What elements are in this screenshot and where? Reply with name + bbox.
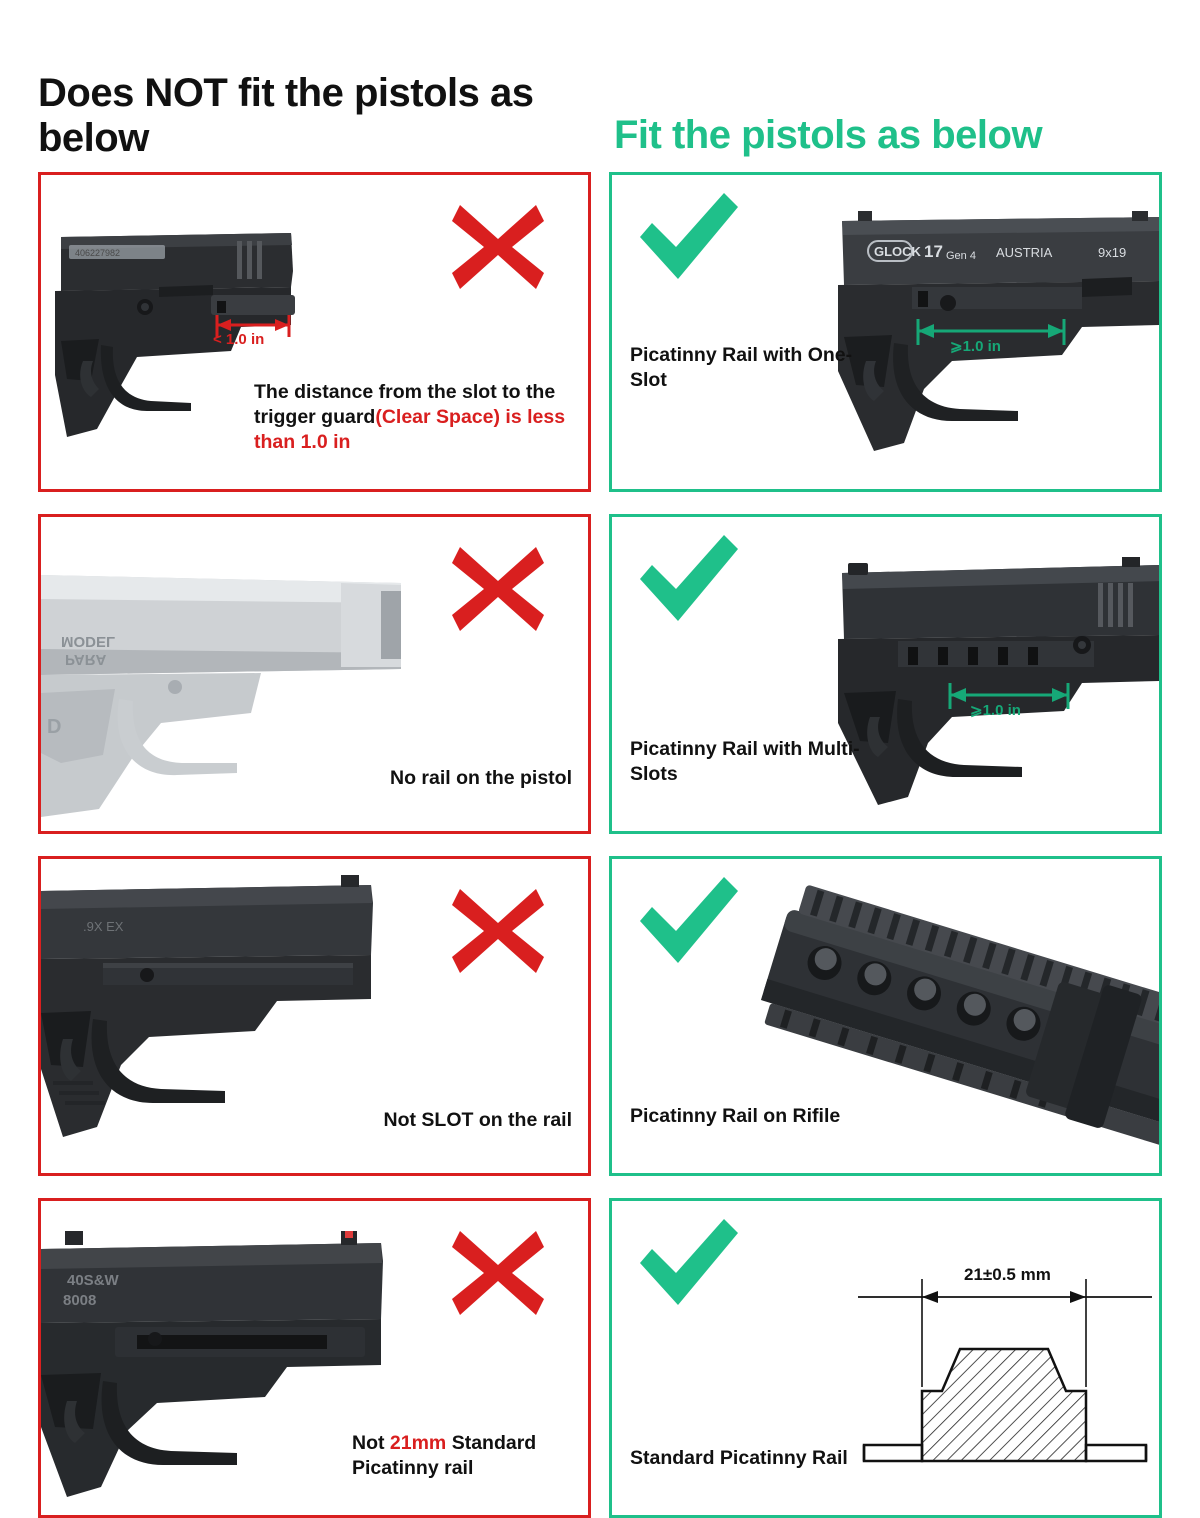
caption-text-accent: (Clear Space) <box>375 406 500 429</box>
caption-fit-2: Picatinny Rail with Multi-Slots <box>630 738 860 786</box>
dimension-label-rail-width: 21±0.5 mm <box>964 1265 1051 1284</box>
dimension-label-clear-space: < 1.0 in <box>213 331 265 348</box>
check-mark-icon <box>634 877 742 975</box>
svg-text:.9X EX: .9X EX <box>83 919 124 934</box>
x-mark-icon <box>450 1225 546 1321</box>
check-mark-icon <box>634 1219 742 1317</box>
x-mark-icon <box>450 883 546 979</box>
caption-fit-3: Picatinny Rail on Rifile <box>630 1105 841 1128</box>
caption-not-fit-2: No rail on the pistol <box>389 767 572 790</box>
heading-fit: Fit the pistols as below <box>614 113 1043 157</box>
fit-card-4 <box>609 1198 1162 1518</box>
svg-text:D: D <box>47 716 62 738</box>
not-fit-card-3 <box>38 856 591 1176</box>
svg-text:9x19: 9x19 <box>1098 245 1127 260</box>
caption-fit-4: Standard Picatinny Rail <box>630 1447 848 1470</box>
caption-not-fit-1 <box>254 380 572 455</box>
svg-text:GLOCK: GLOCK <box>874 244 921 259</box>
svg-text:PARA: PARA <box>65 651 107 668</box>
not-fit-card-4 <box>38 1198 591 1518</box>
fit-card-3 <box>609 856 1162 1176</box>
dimension-label-multi-slot: ⩾1.0 in <box>970 702 1021 719</box>
headings-row <box>38 40 1162 162</box>
caption-text-accent: 21mm <box>389 1432 447 1455</box>
svg-text:406227982: 406227982 <box>75 248 121 258</box>
svg-text:MODEL: MODEL <box>61 633 116 650</box>
not-fit-card-1 <box>38 172 591 492</box>
comparison-grid <box>38 172 1162 1518</box>
caption-text-part1: The distance from the slot to the trigger guard <box>254 381 556 429</box>
fit-card-1 <box>609 172 1162 492</box>
svg-text:17: 17 <box>924 242 943 261</box>
svg-text:AUSTRIA: AUSTRIA <box>996 245 1053 260</box>
caption-not-fit-3: Not SLOT on the rail <box>383 1109 572 1132</box>
x-mark-icon <box>450 541 546 637</box>
caption-text-part2: Standard Picatinny rail <box>352 1432 537 1480</box>
dimension-label-one-slot: ⩾1.0 in <box>950 338 1001 355</box>
svg-text:8008: 8008 <box>63 1292 97 1309</box>
caption-not-fit-4 <box>352 1431 572 1481</box>
caption-fit-1: Picatinny Rail with One-Slot <box>630 344 853 391</box>
check-mark-icon <box>634 193 742 291</box>
not-fit-card-2 <box>38 514 591 834</box>
heading-not-fit: Does NOT fit the pistols as below <box>38 70 534 161</box>
fit-card-2 <box>609 514 1162 834</box>
x-mark-icon <box>450 199 546 295</box>
caption-text-part1: Not <box>352 1432 390 1455</box>
svg-text:Gen 4: Gen 4 <box>946 250 976 262</box>
check-mark-icon <box>634 535 742 633</box>
svg-text:40S&W: 40S&W <box>67 1272 119 1289</box>
caption-text-part2: is less than 1.0 in <box>254 406 566 454</box>
